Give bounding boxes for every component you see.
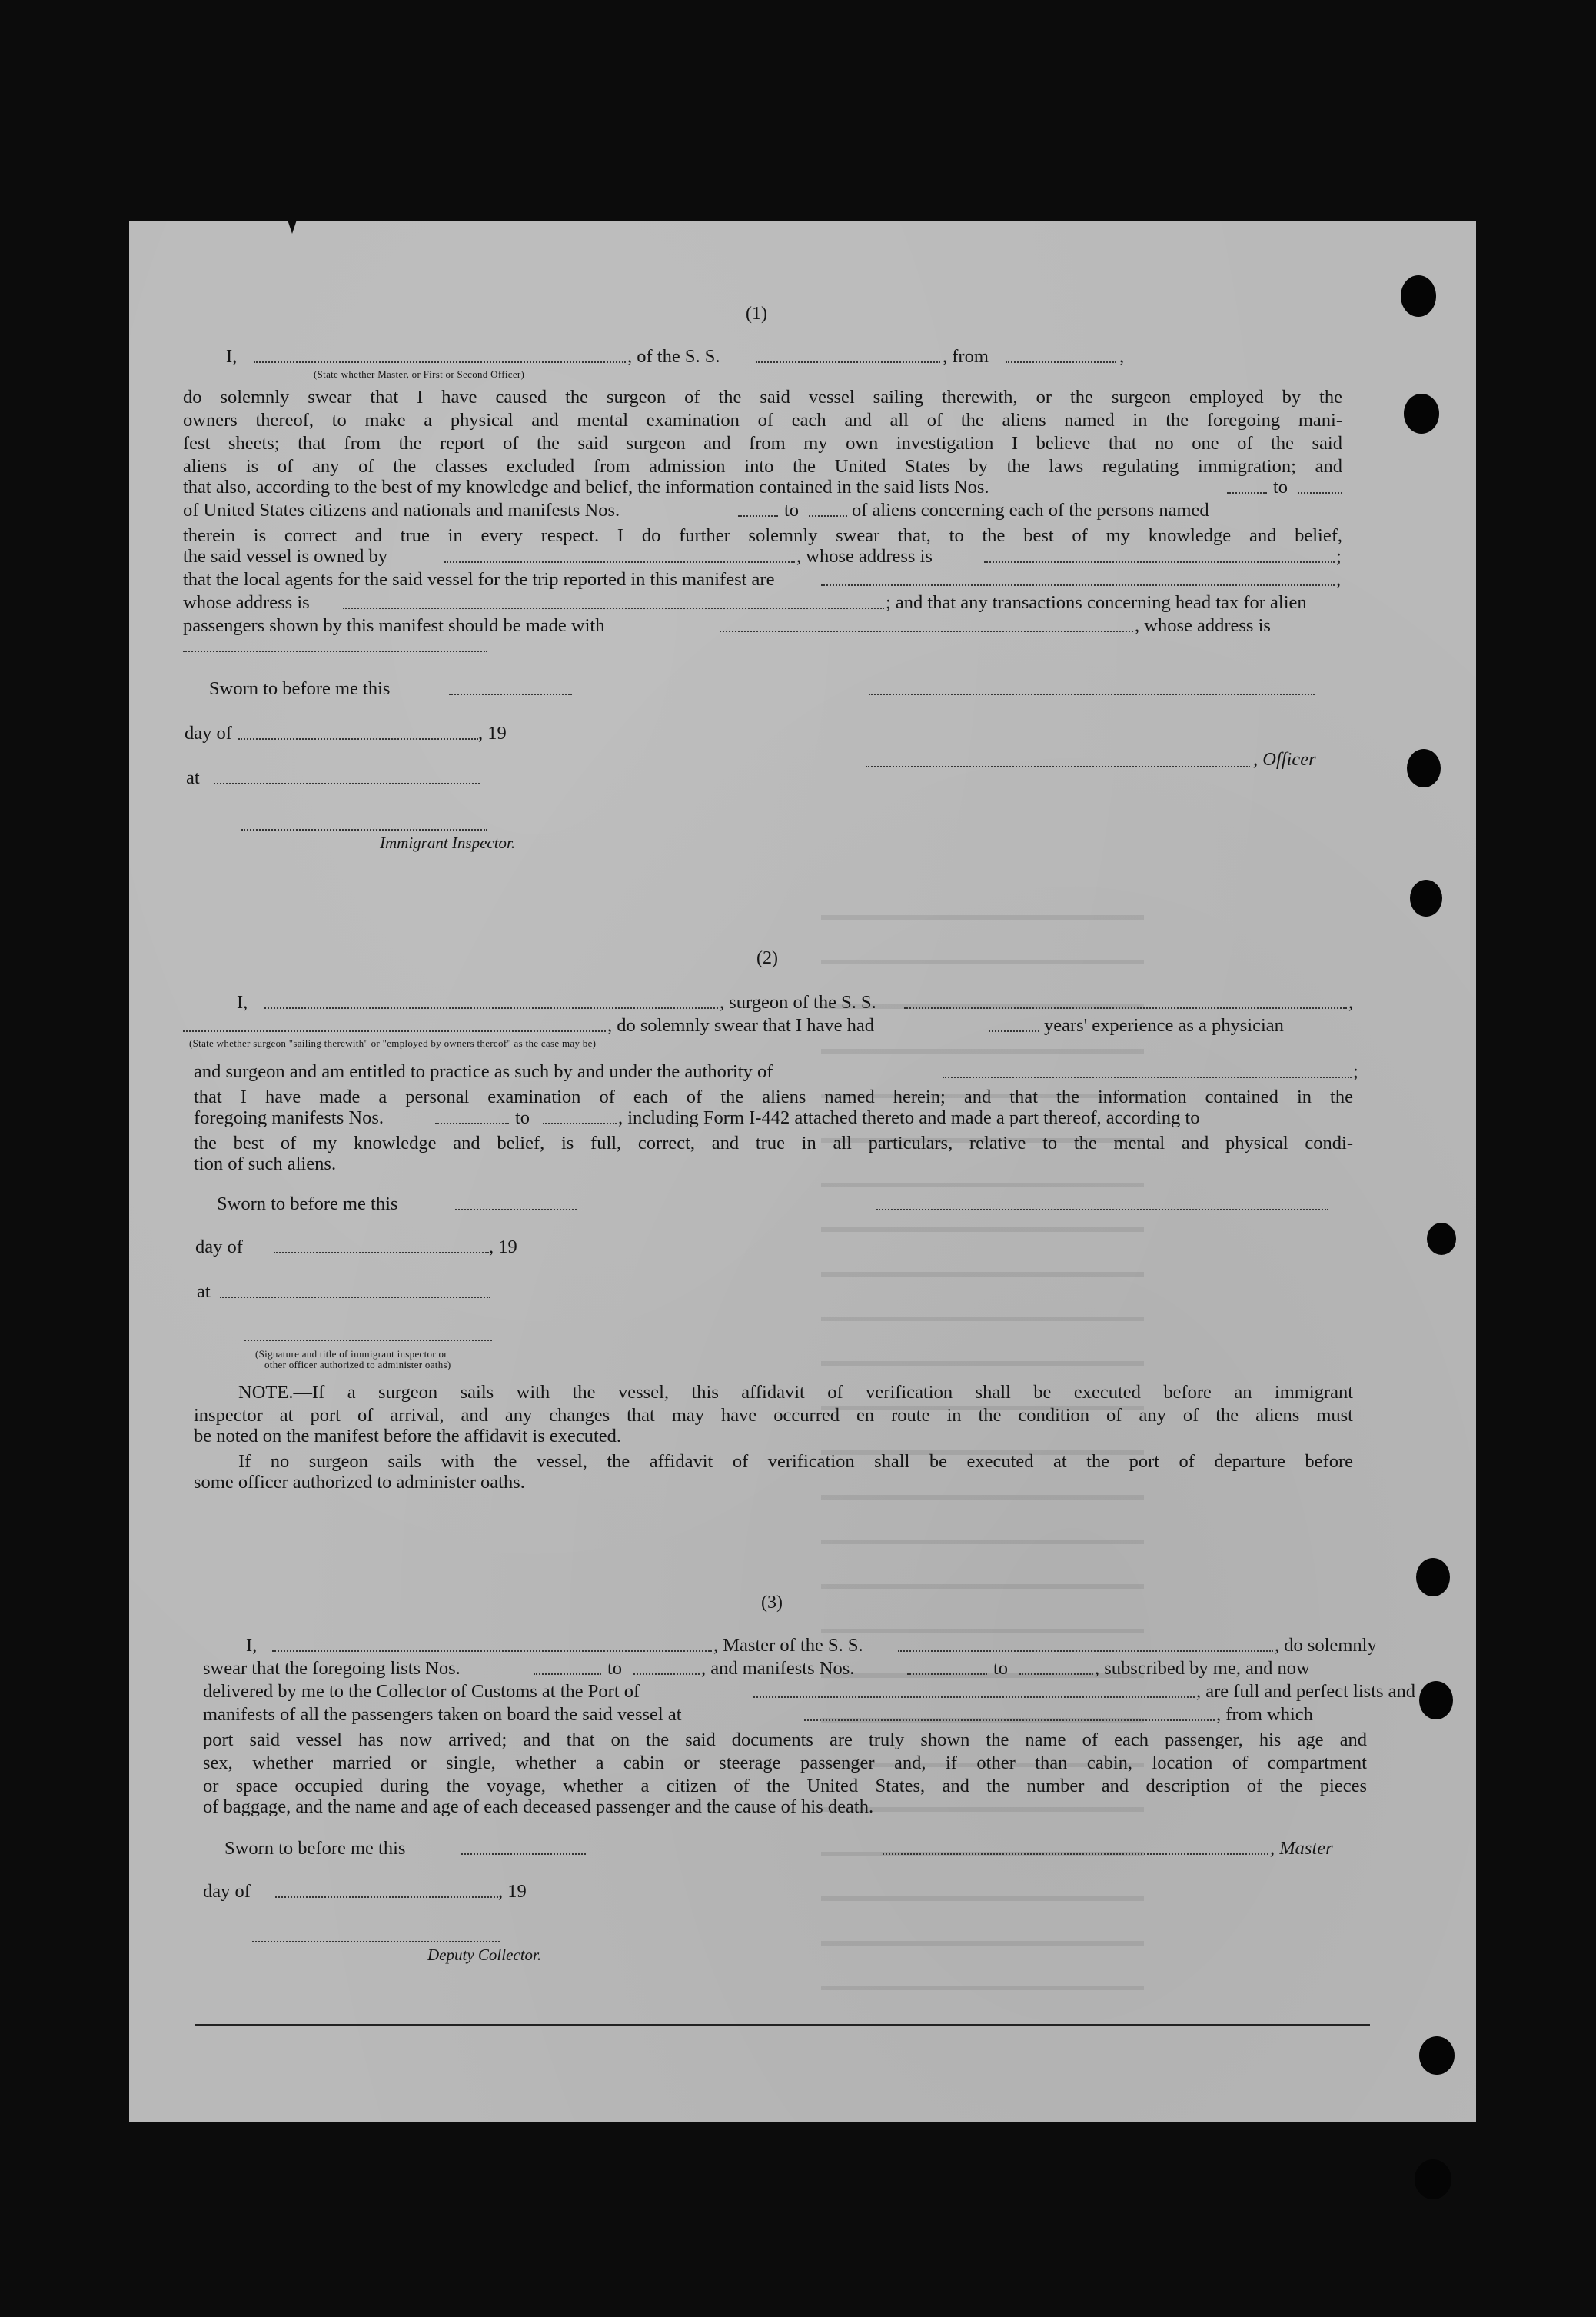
master-vessel-blank[interactable] (898, 1650, 1273, 1652)
lists-to-blank[interactable] (633, 1673, 700, 1675)
punch-hole (1419, 1681, 1453, 1719)
deputy-collector-label: Deputy Collector. (427, 1946, 542, 1964)
form-text: , including Form I-442 attached thereto and made a part thereof, according to (618, 1107, 1200, 1128)
authority-blank[interactable] (943, 1077, 1352, 1078)
bottom-rule (195, 2024, 1370, 2026)
sworn-label: Sworn to before me this (209, 678, 391, 699)
surgeon-vessel-blank[interactable] (904, 1007, 1347, 1009)
authority-text: and surgeon and am entitled to practice as such by and under the authority of (194, 1061, 773, 1082)
officer-signature-blank[interactable] (869, 694, 1315, 695)
section-2-number: (2) (756, 948, 778, 968)
master-name-blank[interactable] (272, 1650, 712, 1652)
day-of-label: day of (195, 1237, 243, 1257)
month-blank[interactable] (275, 1896, 498, 1898)
note-line-2: inspector at port of arrival, and any changes that may have occurred en route in the condition of any of the aliens must (194, 1405, 1353, 1426)
at-label: at (186, 767, 200, 788)
section-1-para-line-3: fest sheets; that from the report of the said surgeon and from my own investigation I believe that no one of the said (183, 433, 1342, 454)
manifest-affidavit-page (129, 221, 1476, 2122)
administrator-signature-blank[interactable] (244, 1340, 492, 1341)
correct-line: therein is correct and true in every respect. I do further solemnly swear that, to the best of my knowledge and belief, (183, 525, 1342, 546)
owner-blank[interactable] (444, 561, 795, 563)
section-1-para-line-4: aliens is of any of the classes excluded from admission into the United States by the laws regulating immigration; and (183, 456, 1342, 477)
section-1-para-line-1: do solemnly swear that I have caused the surgeon of the said vessel sailing therewith, or the surgeon employed by the (183, 387, 1342, 408)
punch-hole (1407, 749, 1441, 787)
whose-address-text: , whose address is (1135, 615, 1271, 636)
examination-line: that I have made a personal examination of each of the aliens named herein; and that the information contained in the (194, 1087, 1353, 1107)
to-label: to (784, 500, 800, 521)
officer-label: , Officer (1253, 749, 1316, 770)
years-blank[interactable] (989, 1030, 1039, 1032)
owned-by-text: the said vessel is owned by (183, 546, 388, 567)
agents-text: that the local agents for the said vessel for the trip reported in this manifest are (183, 569, 775, 590)
knowledge-line: the best of my knowledge and belief, is full, correct, and true in all particulars, relative to the mental and physical condi- (194, 1133, 1353, 1154)
manifests-from-blank[interactable] (907, 1673, 987, 1675)
foregoing-lists-text: swear that the foregoing lists Nos. (203, 1658, 461, 1679)
punch-hole (1419, 2036, 1455, 2075)
punch-hole (1404, 394, 1439, 434)
section-3-para-line-3: or space occupied during the voyage, whether a citizen of the United States, and the number and description of the pieces (203, 1776, 1367, 1796)
immigrant-inspector-label: Immigrant Inspector. (380, 834, 516, 852)
section-1-para-line-2: owners thereof, to make a physical and mental examination of each and all of the aliens named in the foregoing mani- (183, 410, 1342, 431)
pronoun-i: I, (237, 992, 248, 1013)
semicolon: ; (1353, 1061, 1358, 1082)
day-of-label: day of (203, 1881, 251, 1902)
boarding-port-blank[interactable] (804, 1719, 1215, 1721)
inspector-signature-blank[interactable] (241, 829, 487, 831)
year-prefix: , 19 (489, 1237, 517, 1257)
year-prefix: , 19 (478, 723, 507, 744)
manifests-to-blank[interactable] (543, 1123, 617, 1124)
master-of-label: , Master of the S. S. (713, 1635, 863, 1656)
surgeon-name-blank[interactable] (264, 1007, 718, 1009)
section-3-para-line-2: sex, whether married or single, whether a cabin or steerage passenger and, if other than cabin, location of compartment (203, 1753, 1367, 1773)
whose-address-text: whose address is (183, 592, 310, 613)
torn-notch (286, 215, 298, 234)
agents-address-blank[interactable] (343, 608, 884, 609)
passengers-text: passengers shown by this manifest should be made with (183, 615, 605, 636)
delivered-text: delivered by me to the Collector of Customs at the Port of (203, 1681, 640, 1702)
note2-line-1: If no surgeon sails with the vessel, the affidavit of verification shall be executed at the port of departure before (238, 1451, 1353, 1472)
at-label: at (197, 1281, 211, 1302)
from-which-text: , from which (1216, 1704, 1313, 1725)
section-3-number: (3) (761, 1593, 783, 1613)
swear-text: , do solemnly swear that I have had (607, 1015, 874, 1036)
head-tax-address-blank[interactable] (183, 651, 487, 652)
month-blank[interactable] (274, 1252, 489, 1253)
note2-line-2: some officer authorized to administer oaths. (194, 1472, 525, 1493)
vessel-name-blank[interactable] (756, 361, 940, 363)
agents-blank[interactable] (821, 584, 1335, 586)
place-blank[interactable] (214, 783, 480, 784)
manifests-from-blank[interactable] (435, 1123, 509, 1124)
citizens-text: of United States citizens and nationals and manifests Nos. (183, 500, 620, 521)
lists-text: that also, according to the best of my knowledge and belief, the information contained in the said lists Nos. (183, 477, 989, 498)
officer-rank-blank[interactable] (254, 361, 626, 363)
comma: , (1348, 992, 1354, 1013)
semicolon: ; (1336, 546, 1342, 567)
of-ss-label: , of the S. S. (627, 346, 720, 367)
to-label: to (607, 1658, 623, 1679)
subscribed-text: , subscribed by me, and now (1095, 1658, 1310, 1679)
manifests-to-blank[interactable] (1019, 1673, 1093, 1675)
note-line-3: be noted on the manifest before the affidavit is executed. (194, 1426, 622, 1446)
manifests-from-blank[interactable] (738, 515, 778, 517)
experience-text: years' experience as a physician (1044, 1015, 1284, 1036)
aliens-text: of aliens concerning each of the persons named (852, 500, 1209, 521)
lists-from-blank[interactable] (534, 1673, 601, 1675)
place-blank[interactable] (220, 1297, 490, 1298)
surgeon-signature-blank[interactable] (876, 1209, 1328, 1210)
comma: , (1119, 346, 1125, 367)
punch-hole (1416, 1558, 1450, 1596)
surgeon-of-label: , surgeon of the S. S. (720, 992, 876, 1013)
pronoun-i: I, (226, 346, 238, 367)
day-of-label: day of (185, 723, 232, 744)
to-label-2: to (993, 1658, 1009, 1679)
sworn-label: Sworn to before me this (217, 1193, 398, 1214)
section-1-number: (1) (746, 304, 767, 324)
comma: , (1336, 569, 1342, 590)
port-blank[interactable] (753, 1696, 1195, 1698)
section-3-para-line-1: port said vessel has now arrived; and that on the said documents are truly shown the name of each passenger, his age and (203, 1729, 1367, 1750)
head-tax-party-blank[interactable] (720, 631, 1133, 632)
sworn-date-blank[interactable] (455, 1209, 577, 1210)
sworn-date-blank[interactable] (449, 694, 572, 695)
manifests-passengers-text: manifests of all the passengers taken on board the said vessel at (203, 1704, 682, 1725)
whose-address-text: , whose address is (796, 546, 933, 567)
lists-from-blank[interactable] (1227, 492, 1267, 494)
month-blank[interactable] (238, 738, 478, 740)
punch-hole (1410, 880, 1442, 917)
master-signature-blank[interactable] (883, 1853, 1268, 1855)
punch-hole (1427, 1223, 1456, 1255)
full-perfect-text: , are full and perfect lists and (1196, 1681, 1416, 1702)
officer-caption: (State whether Master, or First or Second Officer) (314, 368, 525, 380)
year-prefix: , 19 (498, 1881, 527, 1902)
surgeon-status-blank[interactable] (183, 1030, 606, 1032)
surgeon-caption: (State whether surgeon "sailing therewith" or "employed by owners thereof" as the case may be) (189, 1037, 597, 1049)
owner-address-blank[interactable] (984, 561, 1335, 563)
sworn-label: Sworn to before me this (224, 1838, 406, 1859)
solemnly-text: , do solemnly (1275, 1635, 1377, 1656)
punch-hole (1401, 275, 1436, 317)
signature-caption-2: other officer authorized to administer oaths) (264, 1359, 451, 1370)
to-label: to (1273, 477, 1288, 498)
officer-title-blank[interactable] (866, 766, 1250, 767)
to-label: to (515, 1107, 530, 1128)
master-label: , Master (1270, 1838, 1333, 1859)
aliens-line: tion of such aliens. (194, 1154, 337, 1174)
lists-to-blank[interactable] (1298, 492, 1342, 494)
collector-signature-blank[interactable] (252, 1941, 500, 1942)
manifests-text: , and manifests Nos. (701, 1658, 855, 1679)
section-3-para-line-4: of baggage, and the name and age of each deceased passenger and the cause of his death. (203, 1796, 874, 1817)
manifests-to-blank[interactable] (809, 515, 847, 517)
sworn-date-blank[interactable] (461, 1853, 586, 1855)
from-port-blank[interactable] (1006, 361, 1116, 363)
note-line-1: NOTE.—If a surgeon sails with the vessel, this affidavit of verification shall be executed before an immigrant (238, 1382, 1353, 1403)
foregoing-text: foregoing manifests Nos. (194, 1107, 384, 1128)
head-tax-text: ; and that any transactions concerning head tax for alien (886, 592, 1307, 613)
punch-hole (1415, 2159, 1451, 2199)
pronoun-i: I, (246, 1635, 258, 1656)
from-label: , from (943, 346, 989, 367)
signature-caption-1: (Signature and title of immigrant inspector or (255, 1348, 447, 1360)
